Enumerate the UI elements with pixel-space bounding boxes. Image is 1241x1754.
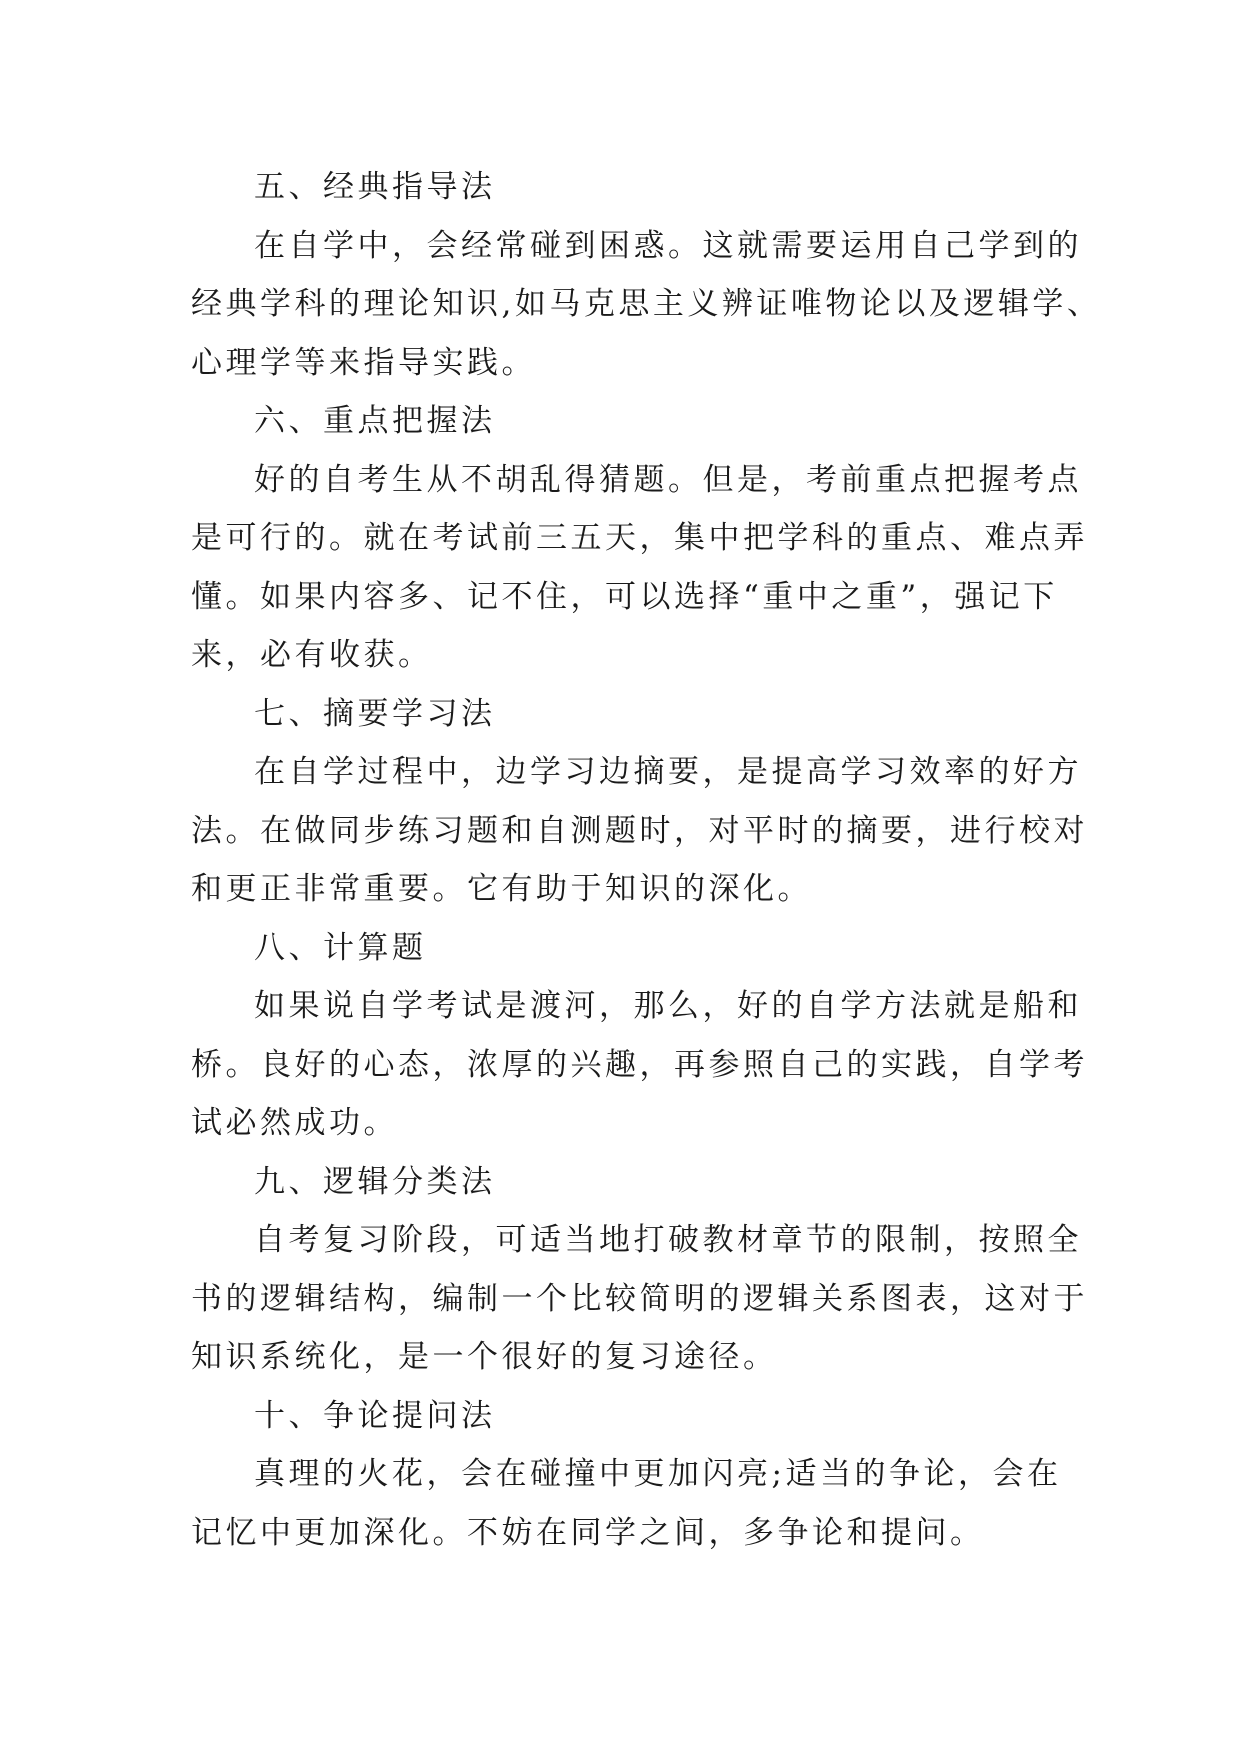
section-5 [191, 158, 1102, 392]
paragraph-line: 试必然成功。 [191, 1105, 398, 1141]
section-8 [191, 919, 1088, 1153]
paragraph-line: 法。在做同步练习题和自测题时，对平时的摘要，进行校对 [191, 812, 1088, 849]
paragraph-line: 真理的火花，会在碰撞中更加闪亮;适当的争论，会在 [254, 1456, 1062, 1492]
section-6 [191, 392, 1088, 685]
section-heading: 七、摘要学习法 [254, 695, 496, 732]
paragraph-line: 记忆中更加深化。不妨在同学之间，多争论和提问。 [191, 1514, 985, 1551]
paragraph-line: 如果说自学考试是渡河，那么，好的自学方法就是船和 [254, 988, 1082, 1024]
section-heading: 九、逻辑分类法 [254, 1163, 496, 1200]
section-heading: 六、重点把握法 [254, 403, 496, 439]
paragraph-line: 在自学中，会经常碰到困惑。这就需要运用自己学到的 [254, 227, 1082, 264]
paragraph-line: 心理学等来指导实践。 [191, 344, 536, 381]
paragraph-line: 书的逻辑结构，编制一个比较简明的逻辑关系图表，这对于 [191, 1280, 1088, 1317]
paragraph-line: 知识系统化，是一个很好的复习途径。 [191, 1339, 778, 1375]
paragraph-line: 和更正非常重要。它有助于知识的深化。 [191, 871, 812, 907]
paragraph-line: 桥。良好的心态，浓厚的兴趣，再参照自己的实践，自学考 [191, 1046, 1088, 1083]
section-10 [191, 1387, 1071, 1563]
paragraph-line: 经典学科的理论知识,如马克思主义辨证唯物论以及逻辑学、 [191, 286, 1102, 322]
section-heading: 十、争论提问法 [254, 1397, 496, 1434]
paragraph-line: 好的自考生从不胡乱得猜题。但是，考前重点把握考点 [254, 461, 1082, 498]
paragraph-line: 懂。如果内容多、记不住，可以选择“重中之重”，强记下 [191, 578, 1058, 615]
paragraph-line: 来，必有收获。 [191, 637, 433, 673]
document-body [191, 158, 1102, 1562]
paragraph-line: 在自学过程中，边学习边摘要，是提高学习效率的好方 [254, 754, 1082, 790]
paragraph-line: 是可行的。就在考试前三五天，集中把学科的重点、难点弄 [191, 520, 1088, 556]
section-heading: 五、经典指导法 [254, 169, 496, 205]
section-heading: 八、计算题 [254, 929, 427, 966]
paragraph-line: 自考复习阶段，可适当地打破教材章节的限制，按照全 [254, 1222, 1082, 1258]
section-9 [191, 1153, 1088, 1387]
section-7 [191, 685, 1088, 919]
